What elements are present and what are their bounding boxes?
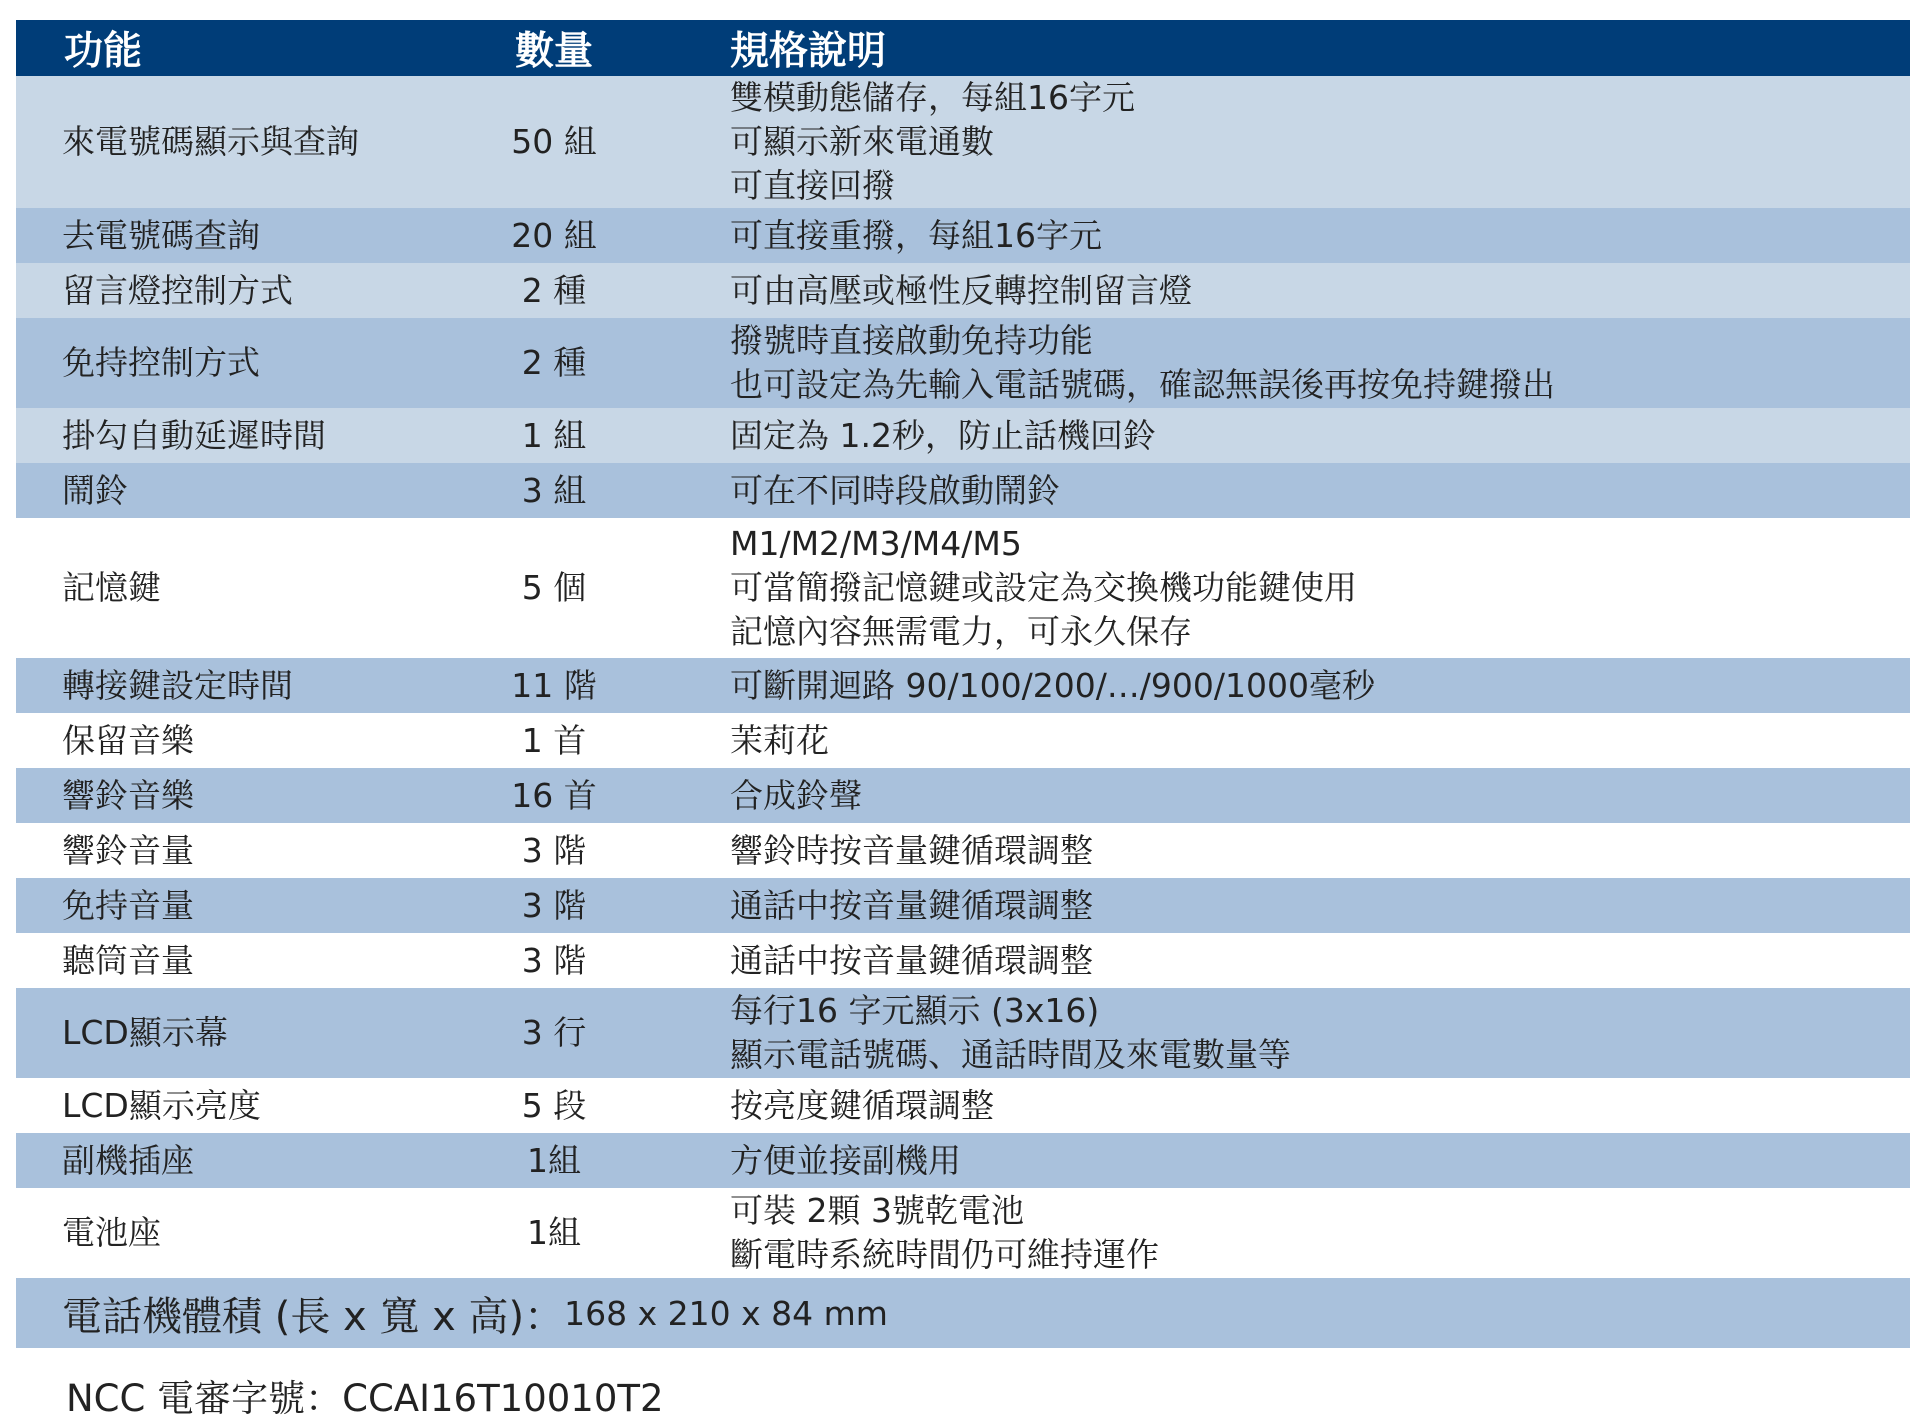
row-function: 留言燈控制方式 (16, 263, 426, 318)
table-header-row (16, 20, 1910, 76)
row-spec (682, 933, 1910, 988)
volume-value: 168 x 210 x 84 mm (564, 1293, 888, 1333)
row-quantity: 5 個 (426, 518, 682, 658)
row-function: 去電號碼查詢 (16, 208, 426, 263)
row-function: 來電號碼顯示與查詢 (16, 76, 426, 208)
table-row (16, 933, 1910, 988)
row-quantity: 3 階 (426, 823, 682, 878)
table-row (16, 1188, 1910, 1278)
spec-line: 可在不同時段啟動鬧鈴 (730, 470, 1060, 510)
row-spec (682, 76, 1910, 208)
spec-line: 茉莉花 (730, 720, 829, 760)
row-spec (682, 208, 1910, 263)
table-row (16, 1133, 1910, 1188)
table-row (16, 263, 1910, 318)
spec-line: 合成鈴聲 (730, 775, 862, 815)
row-function: 響鈴音樂 (16, 768, 426, 823)
row-function: 保留音樂 (16, 713, 426, 768)
row-spec (682, 768, 1910, 823)
spec-line: 可由高壓或極性反轉控制留言燈 (730, 270, 1192, 310)
row-spec (682, 263, 1910, 318)
row-spec (682, 658, 1910, 713)
row-function: 響鈴音量 (16, 823, 426, 878)
row-function: 聽筒音量 (16, 933, 426, 988)
row-function: 記憶鍵 (16, 518, 426, 658)
table-row (16, 1078, 1910, 1133)
spec-line: 每行16 字元顯示 (3x16) (730, 991, 1100, 1030)
row-quantity: 50 組 (426, 76, 682, 208)
table-row (16, 408, 1910, 463)
row-quantity: 3 階 (426, 933, 682, 988)
row-function: 電池座 (16, 1188, 426, 1278)
row-quantity: 11 階 (426, 658, 682, 713)
spec-line: 顯示電話號碼、通話時間及來電數量等 (730, 1035, 1291, 1074)
spec-line: 可裝 2顆 3號乾電池 (730, 1191, 1024, 1230)
table-row (16, 713, 1910, 768)
row-quantity: 1 首 (426, 713, 682, 768)
row-quantity: 1組 (426, 1188, 682, 1278)
table-row (16, 518, 1910, 658)
row-spec (682, 463, 1910, 518)
table-row (16, 823, 1910, 878)
table-row (16, 318, 1910, 408)
row-spec (682, 1188, 1910, 1278)
row-quantity: 3 行 (426, 988, 682, 1078)
spec-line: 也可設定為先輸入電話號碼，確認無誤後再按免持鍵撥出 (730, 365, 1555, 404)
header-func: 功能 (16, 20, 426, 76)
table-body (16, 76, 1910, 1278)
volume-label: 電話機體積 (長 x 寬 x 高)： (62, 1293, 565, 1340)
row-function: 免持控制方式 (16, 318, 426, 408)
spec-line: 記憶內容無需電力，可永久保存 (730, 612, 1192, 651)
spec-line: 固定為 1.2秒，防止話機回鈴 (730, 415, 1156, 455)
spec-line: M1/M2/M3/M4/M5 (730, 524, 1022, 563)
volume-bar (16, 1278, 1910, 1348)
table-row (16, 76, 1910, 208)
row-spec (682, 1133, 1910, 1188)
row-spec (682, 408, 1910, 463)
spec-line: 方便並接副機用 (730, 1140, 961, 1180)
row-function: 副機插座 (16, 1133, 426, 1188)
row-function: 鬧鈴 (16, 463, 426, 518)
row-function: 轉接鍵設定時間 (16, 658, 426, 713)
row-quantity: 5 段 (426, 1078, 682, 1133)
header-qty: 數量 (426, 20, 682, 76)
row-spec (682, 878, 1910, 933)
row-function: LCD顯示亮度 (16, 1078, 426, 1133)
row-quantity: 16 首 (426, 768, 682, 823)
row-spec (682, 713, 1910, 768)
row-quantity: 3 階 (426, 878, 682, 933)
table-row (16, 208, 1910, 263)
table-row (16, 658, 1910, 713)
row-spec (682, 518, 1910, 658)
row-quantity: 2 種 (426, 263, 682, 318)
spec-line: 可直接重撥，每組16字元 (730, 215, 1102, 255)
table-row (16, 878, 1910, 933)
spec-line: 可斷開迴路 90/100/200/…/900/1000毫秒 (730, 665, 1376, 705)
header-spec: 規格說明 (682, 20, 1910, 76)
row-function: 免持音量 (16, 878, 426, 933)
row-function: 掛勾自動延遲時間 (16, 408, 426, 463)
table-row (16, 463, 1910, 518)
ncc-number: NCC 電審字號：CCAI16T10010T2 (66, 1377, 664, 1420)
spec-line: 斷電時系統時間仍可維持運作 (730, 1235, 1159, 1274)
row-function: LCD顯示幕 (16, 988, 426, 1078)
spec-line: 可顯示新來電通數 (730, 122, 994, 161)
spec-line: 可直接回撥 (730, 166, 895, 205)
spec-line: 通話中按音量鍵循環調整 (730, 940, 1093, 980)
spec-line: 雙模動態儲存，每組16字元 (730, 78, 1135, 117)
row-quantity: 3 組 (426, 463, 682, 518)
spec-line: 按亮度鍵循環調整 (730, 1085, 994, 1125)
row-quantity: 2 種 (426, 318, 682, 408)
row-quantity: 20 組 (426, 208, 682, 263)
spec-line: 撥號時直接啟動免持功能 (730, 321, 1093, 360)
spec-line: 可當簡撥記憶鍵或設定為交換機功能鍵使用 (730, 568, 1357, 607)
spec-line: 通話中按音量鍵循環調整 (730, 885, 1093, 925)
table-row (16, 768, 1910, 823)
row-quantity: 1 組 (426, 408, 682, 463)
spec-table (16, 20, 1910, 1278)
row-spec (682, 318, 1910, 408)
row-spec (682, 988, 1910, 1078)
row-spec (682, 823, 1910, 878)
spec-line: 響鈴時按音量鍵循環調整 (730, 830, 1093, 870)
row-spec (682, 1078, 1910, 1133)
row-quantity: 1組 (426, 1133, 682, 1188)
table-row (16, 988, 1910, 1078)
